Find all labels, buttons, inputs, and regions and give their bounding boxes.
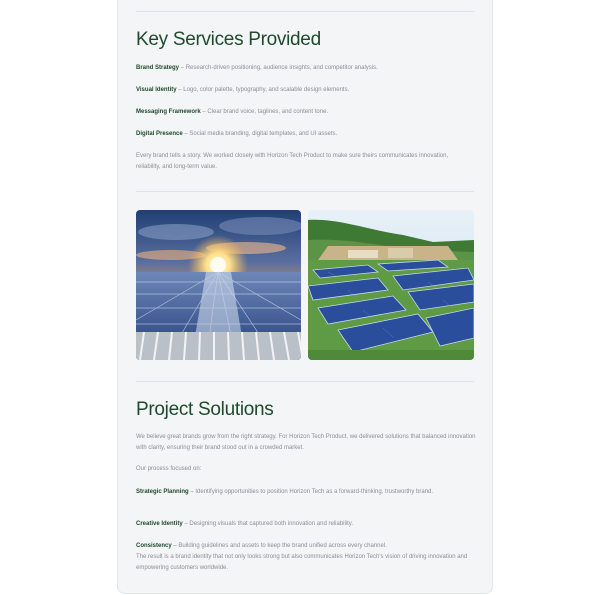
service-item-brand-strategy: Brand Strategy – Research-driven positioning, audience insights, and competitor analysis.	[136, 65, 378, 71]
solar-panels-sunset-photo	[136, 210, 301, 360]
section-divider	[136, 191, 474, 192]
solutions-closing: The result is a brand identity that not only looks strong but also communicates Horizon Tech's vision of driving innovation and empowering customers worldwide.	[136, 554, 468, 571]
section-divider	[136, 381, 474, 382]
solution-item-consistency: Consistency – Building guidelines and assets to keep the brand unified across every channel. The result is a brand identity that not only looks strong but also communicates Horizon Tech's vision of driving innovation and empowering customers worldwide.	[136, 543, 468, 571]
solar-farm-hillside-photo	[308, 210, 474, 360]
solution-item-creative-identity: Creative Identity – Designing visuals that captured both innovation and reliability.	[136, 521, 354, 527]
service-item-digital-presence: Digital Presence – Social media branding, digital templates, and UI assets.	[136, 131, 338, 137]
section-divider	[136, 11, 474, 12]
solution-item-strategic-planning: Strategic Planning – Identifying opportunities to position Horizon Tech as a forward-thinking, trustworthy brand.	[136, 489, 434, 495]
services-heading: Key Services Provided	[136, 29, 321, 50]
solutions-intro: We believe great brands grow from the right strategy. For Horizon Tech Product, we delivered solutions that balanced innovation with clarity, ensuring their brand stood out in a crowded market.	[136, 434, 476, 451]
solutions-heading: Project Solutions	[136, 399, 274, 420]
service-item-messaging-framework: Messaging Framework – Clear brand voice, taglines, and content tone.	[136, 109, 329, 115]
process-label: Our process focused on:	[136, 466, 202, 472]
service-item-visual-identity: Visual Identity – Logo, color palette, typography, and scalable design elements.	[136, 87, 350, 93]
services-summary: Every brand tells a story. We worked closely with Horizon Tech Product to make sure theirs communicates innovation, reliability, and long-term value.	[136, 153, 449, 170]
